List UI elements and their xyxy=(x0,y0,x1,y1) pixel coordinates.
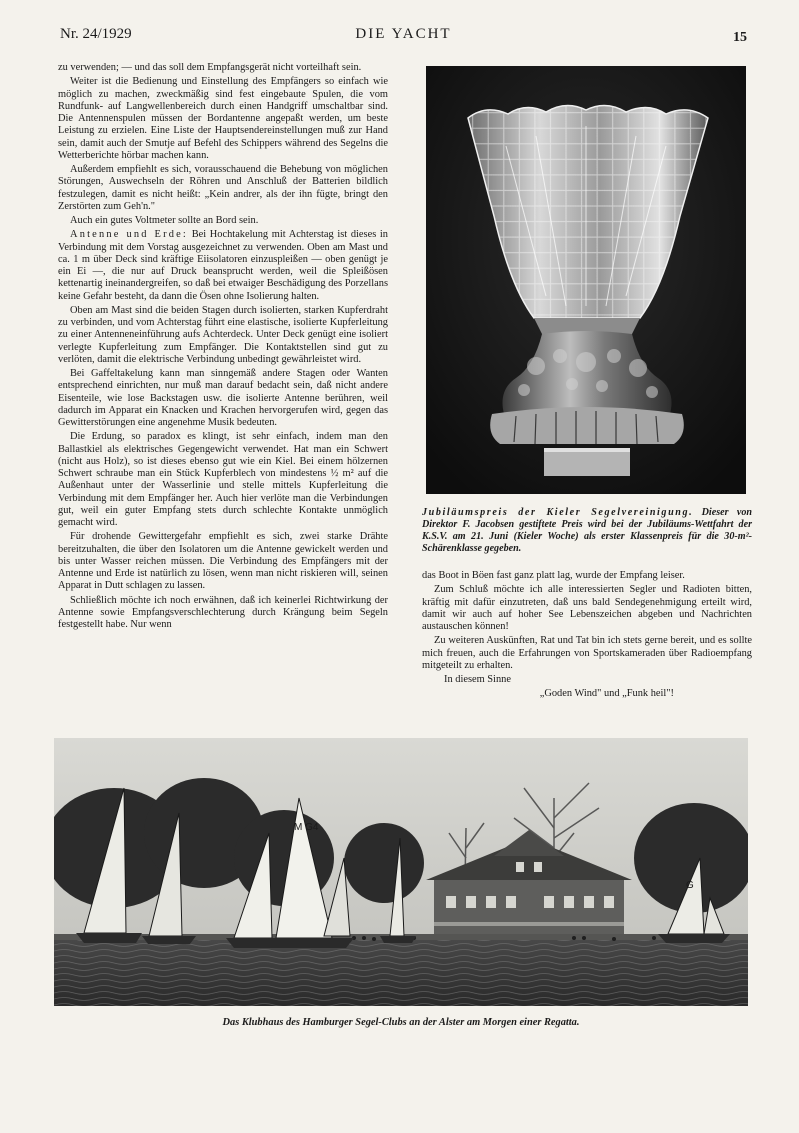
clubhouse-caption: Das Klubhaus des Hamburger Segel-Clubs an der Alster am Morgen einer Regatta. xyxy=(222,1017,580,1028)
vase-photo xyxy=(426,66,746,494)
sail-number-1: M G4 xyxy=(294,822,319,833)
page-number: 15 xyxy=(733,30,747,45)
vase-caption xyxy=(422,507,752,555)
paragraph: Für drohende Gewittergefahr empfiehlt es sich, zwei starke Drähte bereitzuhalten, die über den Isolatoren um die Antenne gewickelt werden und bis unter Wasser reichen müssen. Die Verbindung des Empfängers mit der Antenne und Erde ist natürlich zu lösen, wenn man nicht riskieren will, seinen Apparat in Dutt schlagen zu lassen. xyxy=(58,531,388,592)
closing-greeting: „Goden Wind" und „Funk heil"! xyxy=(539,688,674,700)
caption-title: Jubiläumspreis der Kieler Segelvereinigung. xyxy=(422,507,694,518)
caption-text: Dieser von Direktor F. Jacobsen gestiftete Preis wird bei der Jubiläums-Wettfahrt der K.S.V. am 21. Juni (Kieler Woche) als erster Klassenpreis für die 30-m²-Schärenklasse gegeben. xyxy=(422,507,753,554)
paragraph: Weiter ist die Bedienung und Einstellung des Empfängers so einfach wie möglich zu machen, zweckmäßig sind fest eingebaute Spulen, die vom Rundfunk- auf Langwellenbereich durch einen Handgriff umschaltbar sind. Die Antennenspulen müssen der Bordantenne angepaßt werden, um beste Leistung zu erzielen. Eine Liste der Hauptsendereinstellungen muß zur Hand sein, damit auch der Smutje auf Befehl des Schippers während des Segelns die Wetterberichte hörbar machen kann. xyxy=(58,76,388,161)
paragraph: Außerdem empfiehlt es sich, vorausschauend die Behebung von möglichen Störungen, Auswechseln der Röhren und Anschluß der Batterien bildlich festzulegen, damit es nicht heißt: „Kein andrer, als der ihn fügte, bringt den Zerstörten zum Geh'n." xyxy=(58,164,388,212)
paragraph: das Boot in Böen fast ganz platt lag, wurde der Empfang leiser. xyxy=(422,570,685,581)
paragraph-body: Bei Hochtakelung mit Achterstag ist dieses in Verbindung mit dem Vorstag ausgezeichnet zu verwenden. Oben am Mast und ca. 1 m über Deck sind kräftige Eiisolatoren einzuspleißen — oben genügt je ein Ei —, die nur auf Druck beansprucht werden, weil die Spleißösen kettenartig ineinandergreifen, so daß bei etwaiger Beschädigung des Porzellans keine Gefahr besteht, da dann die Ösen ohne Isolierung halten. xyxy=(58,229,388,302)
section-lead: Antenne und Erde: xyxy=(70,229,189,241)
crystal-vase-illustration xyxy=(426,66,746,494)
sail-number-2: G xyxy=(686,880,694,891)
issue-number: Nr. 24/1929 xyxy=(60,26,132,42)
left-text-column xyxy=(58,62,388,633)
paragraph: Schließlich möchte ich noch erwähnen, daß ich keinerlei Richtwirkung der Antenne sowie Empfangsverschlechterung durch Krängung beim Segeln festgestellt habe. Nur wenn xyxy=(58,594,388,630)
paragraph: Auch ein gutes Voltmeter sollte an Bord sein. xyxy=(70,215,259,226)
paragraph: Bei Gaffeltakelung kann man sinngemäß andere Stagen oder Wanten entsprechend einrichten, nur muß man darauf bedacht sein, daß nicht andere Eisenteile, wie lose Backstagen usw. die isolierte Antenne berühren, weil dadurch im Apparat ein Knacken und Krachen hervorgerufen wird, gegen das Gewitterstörungen eine angenehme Musik bedeuten. xyxy=(58,368,388,428)
paragraph-antenna xyxy=(58,229,388,303)
right-text-column xyxy=(422,570,752,703)
clubhouse-photo xyxy=(54,738,748,1006)
paragraph: zu verwenden; — und das soll dem Empfangsgerät nicht vorteilhaft sein. xyxy=(58,62,362,73)
paragraph: Oben am Mast sind die beiden Stagen durch isolierten, starken Kupferdraht zu verbinden, und vom Achterstag führt eine elastische, isolierte Kupferleitung zu einer Antenneneinführung aufs Achterdeck. Unter Deck genügt eine isoliert verlegte Kupferleitung zum Empfänger. Die Kontaktstellen sind gut zu verlöten, damit die elektrische Verbindung unbedingt gewährleistet wird. xyxy=(58,304,388,365)
page-header xyxy=(60,26,747,46)
paragraph: Die Erdung, so paradox es klingt, ist sehr einfach, indem man den Ballastkiel als elektrisches Gegengewicht verwendet. Hat man ein Schwert (nicht aus Holz), so ist dieses ebenso gut wie ein Kiel. Bei einem hölzernen Schwert schraube man ein Stück Kupferblech von mindestens ½ m² auf die Außenhaut unter der Wasserlinie und stelle mittels Kupferleitung die Verbindung mit dem Empfänger her. Auch hier verlöte man die Verbindungen gut, weil ein guter Empfang stets durch schlechte Kontakte unmöglich gemacht wird. xyxy=(58,431,388,528)
regatta-scene-illustration xyxy=(54,738,748,1006)
closing-line: In diesem Sinne xyxy=(444,674,511,685)
paragraph: Zum Schluß möchte ich alle interessierten Segler und Radioten bitten, kräftig mit dafür einzutreten, daß uns bald Sendegenehmigung erteilt wird, damit wir auch auf hoher See Lebenszeichen abgeben und Nachrichten austauschen können! xyxy=(422,584,752,632)
paragraph: Zu weiteren Auskünften, Rat und Tat bin ich stets gerne bereit, und es sollte mich freuen, auch die Erfahrungen von Sportskameraden über Radioempfang mitgeteilt zu erhalten. xyxy=(422,635,752,671)
magazine-title: DIE YACHT xyxy=(355,26,452,42)
